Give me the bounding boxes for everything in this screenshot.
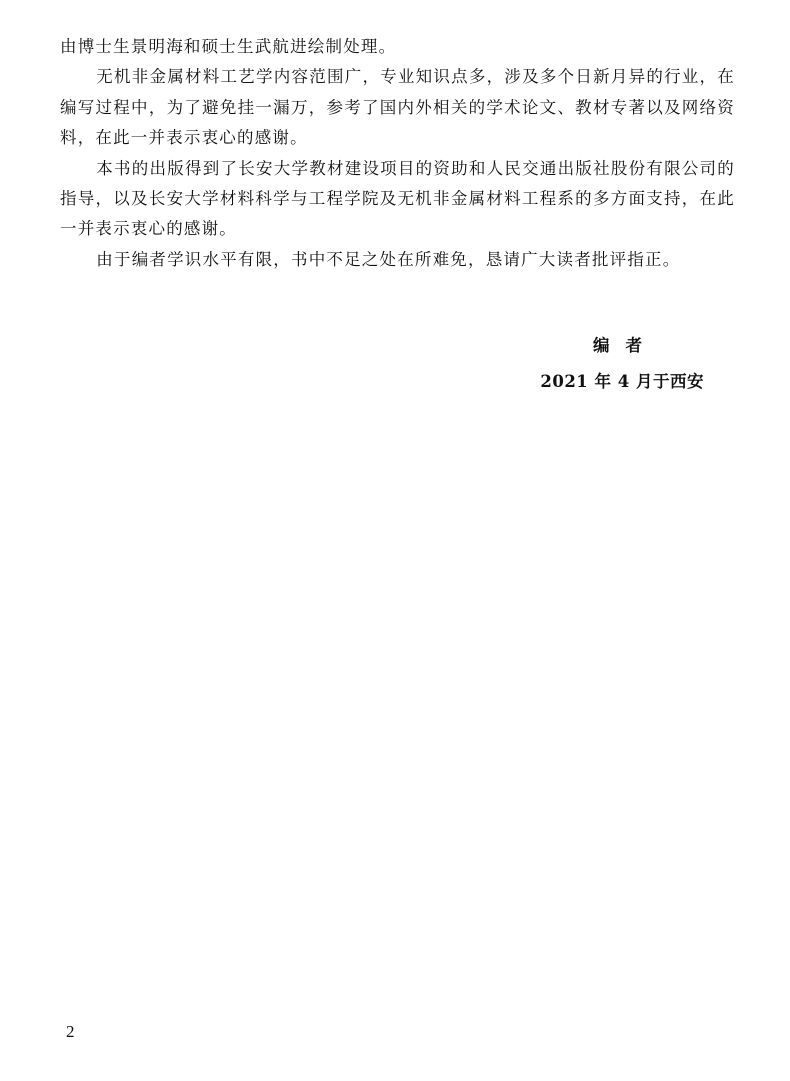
paragraph-references-thanks: 无机非金属材料工艺学内容范围广，专业知识点多，涉及多个日新月异的行业，在编写过程中，为了避免挂一漏万，参考了国内外相关的学术论文、教材专著以及网络资料，在此一并表示衷心的感谢。 [60,67,735,148]
signature-date: 2021 年 4 月于西安 [540,372,704,391]
paragraph-continuation: 由博士生景明海和硕士生武航进绘制处理。 [60,37,397,56]
paragraph-publication-support: 本书的出版得到了长安大学教材建设项目的资助和人民交通出版社股份有限公司的指导，以及长安大学材料科学与工程学院及无机非金属材料工程系的多方面支持，在此一并表示衷心的感谢。 [60,158,735,239]
body-text [60,32,735,275]
signature-block [540,328,704,400]
paragraph-apology: 由于编者学识水平有限，书中不足之处在所难免，恳请广大读者批评指正。 [96,249,681,269]
page-number: 2 [66,1022,75,1041]
signature-author: 编者 [593,336,658,355]
